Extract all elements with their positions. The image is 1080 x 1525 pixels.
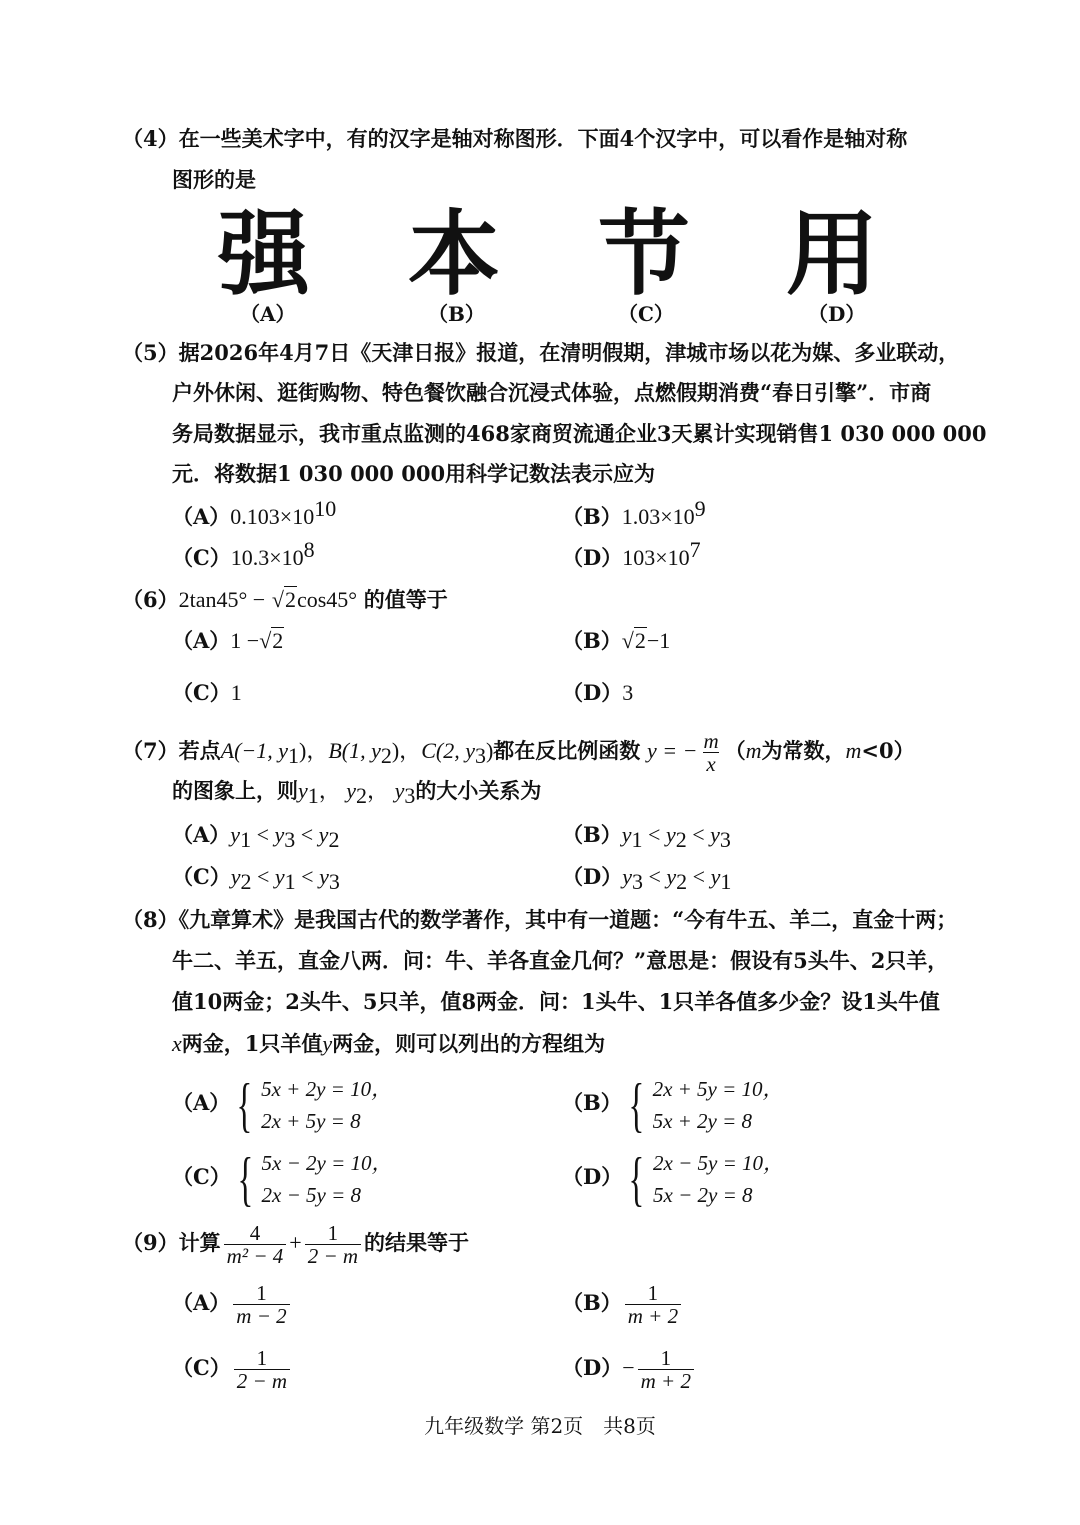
brace-icon: { — [236, 1071, 253, 1138]
q7-function: y = − — [646, 738, 698, 763]
equation: 2x + 5y = 8 — [261, 1108, 361, 1133]
brace-icon: { — [628, 1145, 645, 1212]
option-radicand: 2 — [272, 628, 284, 653]
q8-option-c — [172, 1144, 393, 1211]
sub: 3 — [328, 869, 340, 895]
q7-pre: 若点 — [178, 738, 221, 763]
sub: 3 — [631, 869, 643, 895]
q6-expr-part-2: cos45° — [296, 587, 358, 612]
q8-text-1: 《九章算术》是我国古代的数学著作，其中有一道题：“今有牛五、羊二，直金十两； — [178, 907, 958, 932]
q4-number: （4） — [122, 126, 179, 151]
q7-point-c: C(2, y — [421, 738, 475, 763]
equation-system — [622, 1147, 784, 1211]
q8-text-4b: 两金，则可以列出的方程组为 — [332, 1031, 606, 1056]
option-sqrt: √2 — [621, 628, 646, 653]
q7-sub: 2 — [380, 743, 392, 769]
option-value: 103×10 — [622, 545, 690, 570]
sub: 3 — [719, 827, 731, 853]
q7-sub: 3 — [474, 743, 486, 769]
option-value: 3 — [622, 680, 634, 705]
q7-line2-tail: 的大小关系为 — [415, 778, 542, 803]
q4-label-b: （B） — [428, 302, 485, 326]
q8-var-x: x — [172, 1031, 182, 1056]
q6-option-d — [562, 678, 633, 708]
q5-option-a — [172, 496, 337, 532]
q4-line-2: 图形的是 — [172, 167, 256, 192]
q7-sub: 1 — [307, 783, 319, 809]
equation: 5x + 2y = 8 — [652, 1108, 753, 1133]
sub: 1 — [240, 827, 252, 853]
numerator: 1 — [327, 1221, 339, 1245]
q9-plus: + — [289, 1230, 302, 1255]
q4-char-b: 本 — [408, 201, 501, 308]
q7-line-2: 的图象上，则$y_1$， $y_2$， $y_3$的大小关系为 — [172, 778, 542, 809]
sub: 2 — [328, 827, 340, 853]
option-fraction — [233, 1282, 289, 1327]
sub: 1 — [284, 869, 296, 895]
q6-radicand: 2 — [284, 587, 296, 612]
q7-cond-open: （ — [724, 738, 746, 763]
sub: 1 — [720, 869, 732, 895]
option-label: （A） — [172, 1090, 231, 1115]
page-footer: 九年级数学 第2页 共8页 — [424, 1414, 656, 1438]
sub: 2 — [675, 827, 687, 853]
option-label: （A） — [172, 822, 231, 847]
q6-option-a — [172, 626, 284, 656]
q6-option-c — [172, 678, 242, 708]
option-label: （A） — [172, 628, 231, 653]
option-label: （C） — [172, 680, 231, 705]
q7-m-2: m — [845, 738, 862, 763]
equation: 5x − 2y = 8 — [653, 1182, 753, 1207]
q8-option-d — [562, 1144, 784, 1211]
q4-char-a: 强 — [218, 201, 311, 308]
option-radicand: 2 — [634, 628, 646, 653]
q7-sub: 1 — [288, 743, 299, 769]
q5-text-1: 据2026年4月7日《天津日报》报道，在清明假期，津城市场以花为媒、多业联动， — [178, 340, 960, 365]
option-exponent: 7 — [689, 537, 701, 562]
q9-option-c — [172, 1343, 293, 1393]
q4-line-1 — [122, 124, 907, 154]
q7-line2-pre: 的图象上，则 — [172, 778, 298, 803]
option-label: （B） — [562, 1090, 622, 1115]
equation: 2x − 5y = 10， — [653, 1150, 785, 1175]
denominator: m² − 4 — [224, 1244, 287, 1267]
option-sign: − — [622, 1355, 635, 1380]
q8-line-2: 牛二、羊五，直金八两．问：牛、羊各直金几何？”意思是：假设有5头牛、2只羊， — [172, 948, 949, 973]
q7-option-c: $(C)y_2 < y_1 < y_3$ — [172, 864, 340, 895]
option-label: （D） — [562, 1164, 623, 1189]
denominator: m + 2 — [625, 1304, 681, 1327]
q7-fraction — [700, 730, 721, 775]
q4-char-d: 用 — [786, 201, 879, 308]
option-label: （D） — [562, 864, 623, 889]
sub: 2 — [676, 869, 688, 895]
q7-point-b: B(1, y — [328, 738, 381, 763]
equation-system — [231, 1147, 393, 1211]
q9-fraction-1 — [224, 1222, 287, 1267]
option-post: −1 — [646, 628, 671, 653]
denominator: 2 − m — [234, 1369, 290, 1392]
q8-option-b — [562, 1070, 784, 1137]
equation: 5x + 2y = 10， — [261, 1076, 393, 1101]
q5-line-4: 元．将数据1 030 000 000用科学记数法表示应为 — [172, 461, 656, 486]
q7-cond: 为常数， — [761, 738, 846, 763]
q9-option-d — [562, 1343, 697, 1393]
equation-system — [230, 1073, 392, 1137]
numerator: m — [703, 729, 719, 753]
q8-option-a — [172, 1070, 392, 1137]
q8-number: （8） — [122, 907, 179, 932]
brace-icon: { — [237, 1145, 254, 1212]
numerator: 1 — [256, 1281, 267, 1305]
q8-line-4 — [172, 1029, 605, 1059]
q5-line-3: 务局数据显示，我市重点监测的468家商贸流通企业3天累计实现销售1 030 000 000 — [172, 421, 987, 446]
q7-sub: 2 — [356, 783, 368, 809]
option-label: （B） — [562, 1290, 622, 1315]
option-label: （D） — [562, 680, 623, 705]
q4-text-1: 在一些美术字中，有的汉字是轴对称图形．下面4个汉字中，可以看作是轴对称 — [178, 126, 908, 151]
q6-expr-part-1: 2tan45° − — [178, 587, 266, 612]
option-label: （B） — [562, 628, 622, 653]
q5-number: （5） — [122, 340, 179, 365]
denominator: x — [703, 752, 718, 775]
q4-char-c: 节 — [598, 201, 691, 308]
equation-system — [622, 1073, 784, 1137]
option-label: （A） — [172, 1290, 231, 1315]
q4-label-a: （A） — [240, 302, 296, 326]
q9-pre: 计算 — [178, 1230, 221, 1255]
q4-label-d: （D） — [808, 302, 866, 326]
option-exponent: 9 — [694, 496, 706, 521]
option-label: （C） — [172, 1164, 231, 1189]
q5-option-d — [562, 537, 701, 573]
numerator: 1 — [647, 1281, 659, 1305]
q5-option-c — [172, 537, 315, 573]
q7-cond-close: <0） — [861, 738, 915, 763]
q7-sub: 3 — [404, 783, 416, 809]
option-value: 0.103×10 — [230, 504, 315, 529]
q7-m: m — [745, 738, 762, 763]
option-label: （B） — [562, 822, 622, 847]
q7-number: （7） — [122, 738, 179, 763]
q7-option-d: $(D)y_3 < y_2 < y_1$ — [562, 864, 732, 895]
brace-icon: { — [628, 1071, 645, 1138]
q9-stem — [122, 1218, 469, 1268]
q7-line-1: （7）若点A(−1, $y_1$)，B(1, $y_2$)，C(2, $y_3$)都在反比例函数 y = − $\frac{m}{x}$ （m为常数，m<0） — [122, 729, 915, 776]
option-label: （C） — [172, 1355, 231, 1380]
q8-text-4a: 两金，1只羊值 — [181, 1031, 323, 1056]
option-label: （C） — [172, 545, 231, 570]
q6-option-b — [562, 626, 670, 656]
sub: 2 — [240, 869, 252, 895]
q8-line-1 — [122, 905, 957, 935]
option-value: 1 — [230, 680, 242, 705]
equation: 2x − 5y = 8 — [261, 1182, 362, 1207]
option-exponent: 8 — [303, 537, 315, 562]
option-value: 10.3×10 — [230, 545, 304, 570]
q9-option-a — [172, 1278, 293, 1328]
q6-stem — [122, 585, 448, 615]
numerator: 1 — [660, 1346, 672, 1370]
option-sqrt: √2 — [259, 628, 284, 653]
q6-number: （6） — [122, 587, 179, 612]
option-label: （A） — [172, 504, 231, 529]
denominator: m + 2 — [638, 1369, 694, 1392]
q5-line-1 — [122, 338, 959, 368]
equation: 2x + 5y = 10， — [652, 1076, 784, 1101]
sub: 3 — [284, 827, 296, 853]
q7-point-a: A(−1, y — [220, 738, 288, 763]
option-fraction — [625, 1282, 681, 1327]
option-label: （C） — [172, 864, 231, 889]
q9-option-b — [562, 1278, 684, 1328]
sub: 1 — [631, 827, 643, 853]
option-label: （D） — [562, 1355, 623, 1380]
q4-label-c: （C） — [618, 302, 674, 326]
q9-tail: 的结果等于 — [364, 1230, 470, 1255]
q8-var-y: y — [322, 1031, 333, 1056]
q6-sqrt: √2 — [271, 587, 296, 612]
q7-mid: 都在反比例函数 — [493, 738, 641, 763]
option-fraction — [234, 1347, 290, 1392]
equation: 5x − 2y = 10， — [261, 1150, 393, 1175]
q9-fraction-2 — [305, 1222, 361, 1267]
option-pre: 1 − — [230, 628, 260, 653]
q8-line-3: 值10两金；2头牛、5只羊，值8两金．问：1头牛、1只羊各值多少金？设1头牛值 — [172, 989, 940, 1014]
option-label: （D） — [562, 545, 623, 570]
denominator: m − 2 — [233, 1304, 289, 1327]
q9-number: （9） — [122, 1230, 179, 1255]
option-label: （B） — [562, 504, 622, 529]
option-value: 1.03×10 — [621, 504, 695, 529]
q7-option-a: $(A)y_1 < y_3 < y_2$ — [172, 822, 340, 853]
option-exponent: 10 — [314, 496, 337, 521]
q7-option-b: $(B)y_1 < y_2 < y_3$ — [562, 822, 731, 853]
q6-tail: 的值等于 — [363, 587, 448, 612]
q5-option-b — [562, 496, 706, 532]
q5-line-2: 户外休闲、逛街购物、特色餐饮融合沉浸式体验，点燃假期消费“春日引擎”．市商 — [172, 380, 932, 405]
denominator: 2 − m — [305, 1244, 361, 1267]
numerator: 1 — [256, 1346, 268, 1370]
numerator: 4 — [249, 1221, 261, 1245]
option-fraction — [638, 1347, 694, 1392]
